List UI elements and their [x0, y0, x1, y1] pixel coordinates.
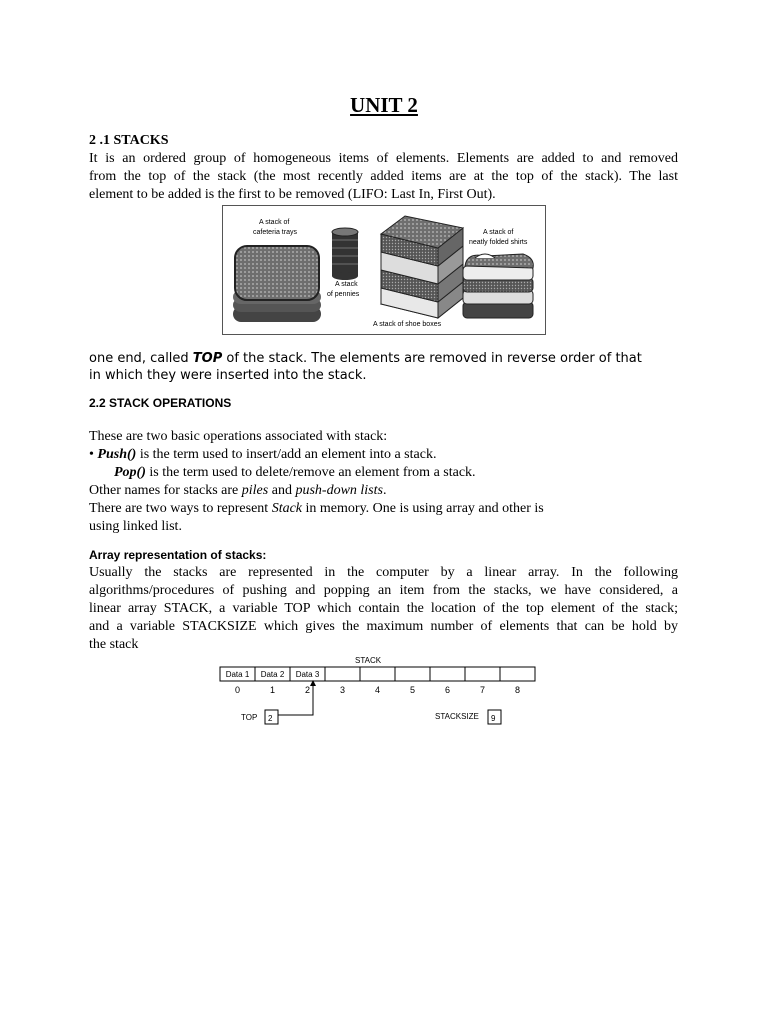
pennies-label-line-2: of pennies [327, 291, 360, 298]
stack-indices [235, 685, 520, 695]
array-line-2: algorithms/procedures of pushing and popping an item from the stacks, we have considered, a [89, 583, 678, 598]
trays-label-line-2: cafeteria trays [253, 229, 297, 236]
other-names-and: and [268, 483, 296, 498]
array-representation-text [89, 564, 678, 654]
shirts-label-line-2: neatly folded shirts [469, 239, 528, 246]
stacksize-value: 9 [491, 714, 496, 723]
top-keyword: TOP [192, 351, 223, 366]
top-value: 2 [268, 714, 273, 723]
ways-stack: Stack [271, 501, 303, 516]
stack-cell-8 [500, 667, 535, 681]
stack-examples-illustration [223, 206, 545, 334]
cafeteria-trays-drawing [233, 246, 321, 322]
pennies-drawing [332, 228, 358, 280]
definition-line-2: from the top of the stack (the most recently added items are at the top of the stack). The last [89, 169, 678, 184]
array-line-1: Usually the stacks are represented in the computer by a linear array. In the following [89, 565, 678, 580]
top-label: TOP [241, 713, 258, 722]
array-line-5: the stack [89, 637, 139, 652]
stack-cell-3 [325, 667, 360, 681]
bullet: • [89, 447, 94, 462]
stack-cell-7 [465, 667, 500, 681]
top-desc-pre: one end, called [89, 351, 193, 366]
stack-cell-label-0: Data 1 [225, 670, 250, 679]
shoe-boxes-label: A stack of shoe boxes [373, 321, 442, 328]
stack-index-0: 0 [234, 685, 241, 695]
definition-line-3: element to be added is the first to be removed (LIFO: Last In, First Out). [89, 187, 496, 202]
stack-cell-6 [430, 667, 465, 681]
stack-array-diagram [215, 652, 545, 732]
other-names-piles: piles [241, 483, 269, 498]
other-names-end: . [382, 483, 387, 498]
shirts-label-line-1: A stack of [483, 229, 514, 236]
stack-cell-4 [360, 667, 395, 681]
trays-label-line-1: A stack of [259, 219, 290, 226]
stack-index-5: 5 [409, 685, 416, 695]
stack-index-4: 4 [374, 685, 381, 695]
stack-label: STACK [355, 656, 382, 665]
section-heading-stacks: 2 .1 STACKS [89, 133, 169, 148]
stack-index-2: 2 [304, 685, 311, 695]
top-desc-line-2: in which they were inserted into the stack. [89, 368, 367, 383]
array-line-4: and a variable STACKSIZE which gives the maximum number of elements that can be hold by [89, 619, 678, 634]
stack-index-3: 3 [339, 685, 346, 695]
stack-operations-text [89, 428, 609, 536]
pop-description: is the term used to delete/remove an element from a stack. [145, 465, 476, 480]
ways-post: in memory. One is using array and other is [302, 501, 544, 516]
stack-examples-figure [222, 205, 546, 335]
stack-index-7: 7 [479, 685, 486, 695]
top-description [89, 350, 642, 384]
push-term: Push() [97, 447, 137, 462]
section-heading-array-representation: Array representation of stacks: [89, 548, 267, 562]
page-title: UNIT 2 [350, 93, 418, 117]
folded-shirts-drawing [463, 254, 533, 318]
stacksize-label: STACKSIZE [435, 712, 479, 721]
push-description: is the term used to insert/add an element into a stack. [136, 447, 437, 462]
stack-cell-label-1: Data 2 [260, 670, 285, 679]
other-names-pre: Other names for stacks are [89, 483, 242, 498]
other-names-push-down: push-down lists [295, 483, 383, 498]
operations-intro: These are two basic operations associated with stack: [89, 429, 388, 444]
stacks-definition [89, 150, 678, 204]
shoe-boxes-drawing [381, 216, 463, 318]
stack-cell-5 [395, 667, 430, 681]
pop-term: Pop() [114, 465, 146, 480]
definition-line-1: It is an ordered group of homogeneous items of elements. Elements are added to and removed [89, 151, 678, 166]
ways-pre: There are two ways to represent [89, 501, 272, 516]
stack-cells [220, 667, 535, 681]
pennies-label-line-1: A stack [335, 281, 358, 288]
stack-index-1: 1 [269, 685, 276, 695]
ways-line-2: using linked list. [89, 519, 182, 534]
stack-cell-label-2: Data 3 [295, 670, 320, 679]
section-heading-stack-operations: 2.2 STACK OPERATIONS [89, 396, 232, 410]
array-line-3: linear array STACK, a variable TOP which contain the location of the top element of the stack; [89, 601, 678, 616]
stack-index-8: 8 [514, 685, 521, 695]
stack-index-6: 6 [444, 685, 451, 695]
top-desc-post: of the stack. The elements are removed in reverse order of that [222, 351, 642, 366]
